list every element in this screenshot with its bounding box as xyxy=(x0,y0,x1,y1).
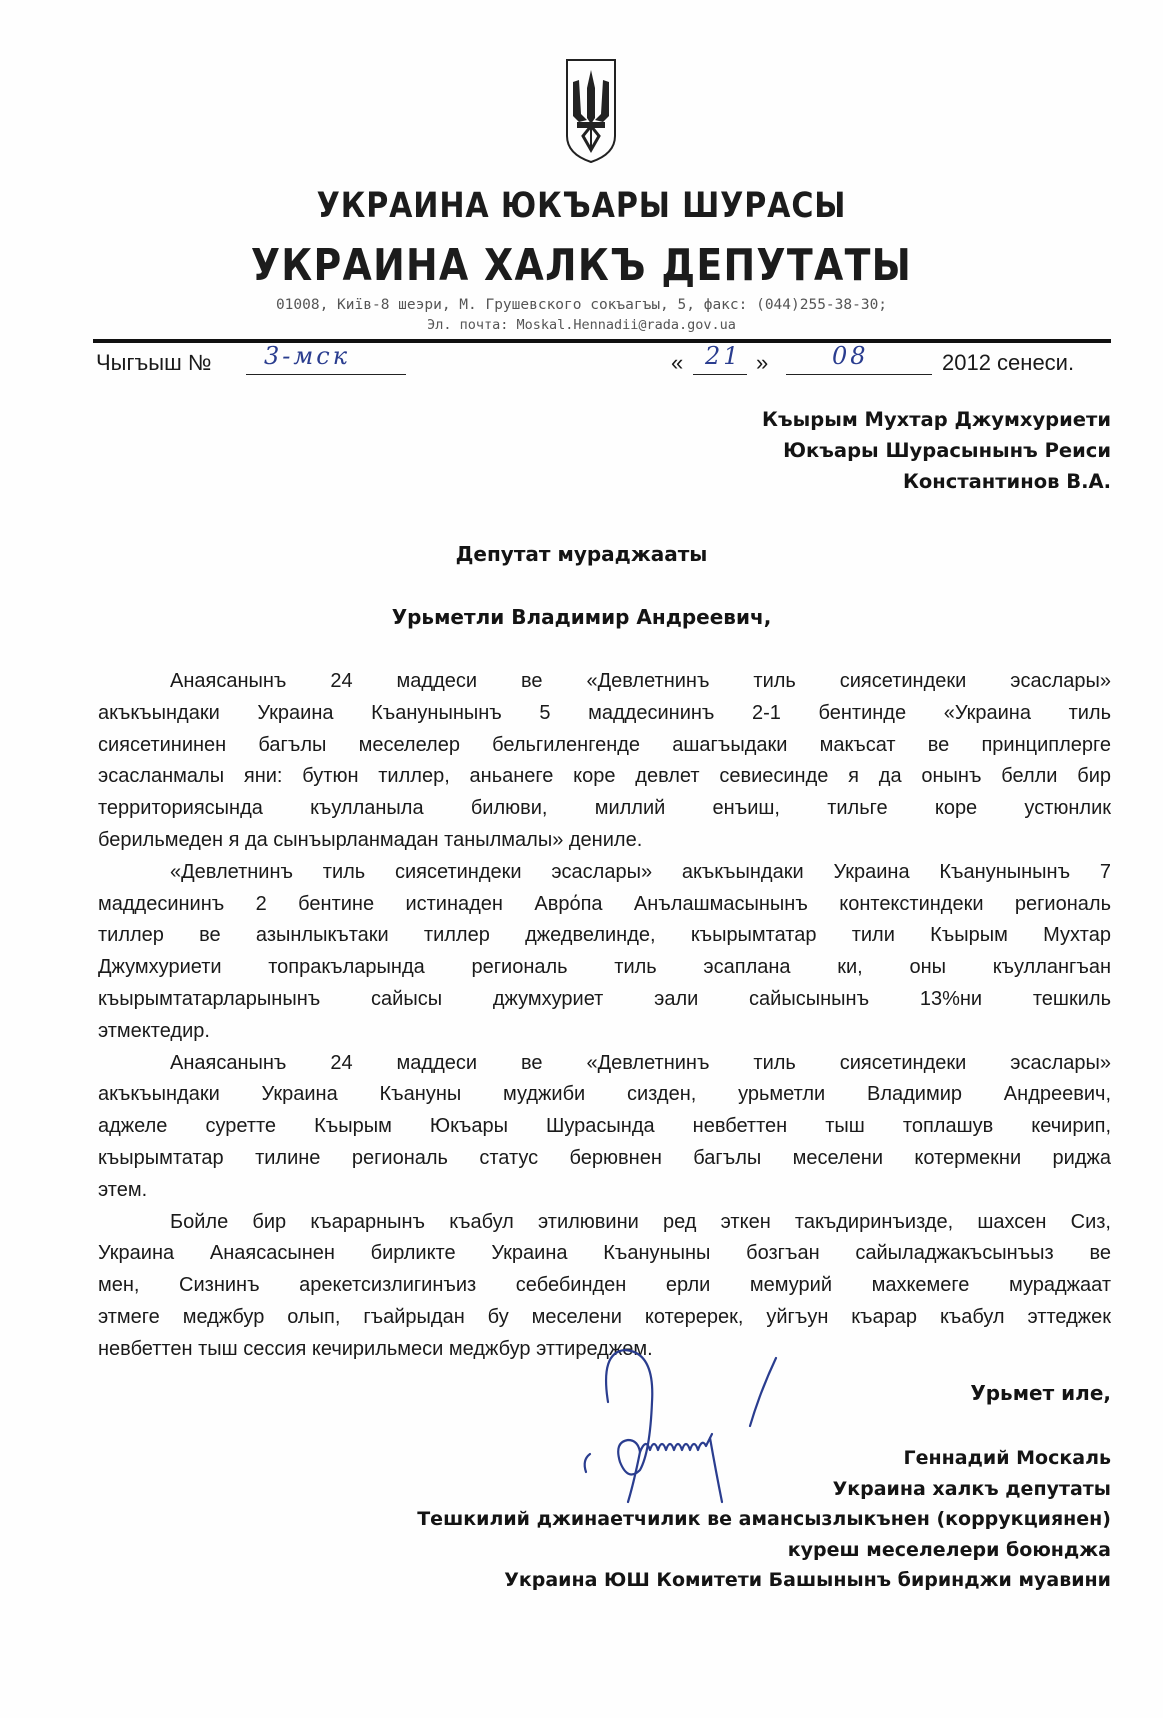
body-paragraph xyxy=(98,666,1111,857)
trident-emblem-icon xyxy=(565,58,617,164)
body-line: акъкъындаки Украина Къануны муджиби сизден, урьметли Владимир Андреевич, xyxy=(98,1083,1111,1106)
date-quote-close: » xyxy=(756,350,769,375)
addressee-line: Юкъары Шурасынынъ Реиси xyxy=(783,439,1111,462)
signer-line: Тешкилий джинаетчилик ве амансызлыкънен (коррукциянен) xyxy=(417,1508,1111,1530)
council-title: УКРАИНА ЮКЪАРЫ ШУРАСЫ xyxy=(316,186,847,226)
header-divider xyxy=(93,339,1111,343)
body-line: маддесининъ 2 бентине истинаден Аврόпа Анълашмасынынъ контекстиндеки региональ xyxy=(98,892,1111,915)
date-month-field xyxy=(786,342,932,375)
body-line: этмектедир. xyxy=(98,1019,210,1042)
body-line: тиллер ве азынлыкътаки тиллер джедвелинде, къырымтатар тили Къырым Мухтар xyxy=(98,924,1111,947)
body-line: берильмеден я да сынъырланмадан танылмалы» дениле. xyxy=(98,828,643,851)
date-year-text: 2012 сенеси. xyxy=(942,350,1075,375)
signer-line: куреш меселелери боюнджа xyxy=(787,1538,1111,1561)
salutation: Урьметли Владимир Андреевич, xyxy=(391,605,772,629)
reference-number-value: 3-мск xyxy=(264,342,351,370)
signer-block xyxy=(417,1443,1111,1596)
body-line: этем. xyxy=(98,1178,148,1201)
body-line: эсасланмалы яни: бутюн тиллер, аньанеге коре девлет севиесинде я да онынъ белли бир xyxy=(98,765,1111,788)
address-line: 01008, Киïв-8 шеэри, М. Грушевского сокъагъы, 5, факс: (044)255-38-30; xyxy=(275,297,888,313)
body-line: къырымтатар тилине региональ статус берювнен багълы меселени котермекни риджа xyxy=(98,1146,1111,1169)
document-title: Депутат мураджаaты xyxy=(455,542,708,566)
body-line: Анаясанынъ 24 маддеси ве «Девлетнинъ тиль сиясетиндеки эсаслары» xyxy=(170,670,1111,692)
body-paragraph xyxy=(98,1048,1111,1207)
date-day-value: 21 xyxy=(705,342,742,370)
date-day-field xyxy=(693,342,747,375)
body-line: сиясетининен багълы меселелер бельгиленгенде ашагъыдаки макъсат ве принциплерге xyxy=(98,733,1111,756)
signer-line: Украина ЮШ Комитети Башынынъ биринджи муавини xyxy=(504,1569,1111,1591)
body-line: Украина Анаясасынен бирликте Украина Къануныны бозгъан сайыладжакъсынъыз ве xyxy=(98,1242,1111,1265)
body-line: невбеттен тыш сессия кечирильмеси меджбур эттиреджем. xyxy=(98,1337,653,1360)
body-line: акъкъындаки Украина Къанунынынъ 5 маддесининъ 2-1 бентинде «Украина тиль xyxy=(98,701,1111,724)
body-line: Джумхуриети топракъларында региональ тиль эсаплана ки, оны къуллангъан xyxy=(98,956,1111,979)
addressee-line: Къырым Мухтар Джумхуриети xyxy=(762,408,1111,431)
email-line: Эл. почта: Moskal.Hennadii@rada.gov.ua xyxy=(427,317,736,333)
body-line: къырымтатарларынынъ сайысы джумхуриет эали сайысынынъ 13%ни тешкиль xyxy=(98,987,1111,1010)
signer-line: Украина халкъ депутаты xyxy=(832,1477,1111,1500)
body-line: аджеле суретте Къырым Юкъары Шурасында невбеттен тыш топлашув кечирип, xyxy=(98,1115,1111,1138)
body-line: «Девлетнинъ тиль сиясетиндеки эсаслары» акъкъындаки Украина Къанунынынъ 7 xyxy=(170,860,1111,883)
deputy-title: УКРАИНА ХАЛКЪ ДЕПУТАТЫ xyxy=(250,240,913,291)
body-line: Анаясанынъ 24 маддеси ве «Девлетнинъ тиль сиясетиндеки эсаслары» xyxy=(170,1051,1111,1074)
closing: Урьмет иле, xyxy=(970,1381,1111,1405)
reference-line xyxy=(96,342,1111,382)
addressee-block xyxy=(762,404,1111,497)
body-line: территориясында къулланыла билюви, миллий енъиш, тильге коре устюнлик xyxy=(98,797,1111,820)
reference-number-field xyxy=(246,342,406,375)
body-line: этмеге меджбур олып, гъайрыдан бу меселени котеререк, уйгъун къарар къабул эттеджек xyxy=(98,1305,1111,1328)
body-line: Бойле бир къарарнынъ къабул этилювини ред эткен такъдиринъизде, шахсен Сиз, xyxy=(170,1210,1111,1233)
date-quote-open: « xyxy=(671,350,684,375)
addressee-line: Константинов В.А. xyxy=(902,470,1111,493)
reference-number-label: Чыгъыш № xyxy=(96,350,212,375)
body-paragraph xyxy=(98,857,1111,1048)
letter-body xyxy=(98,666,1111,1366)
date-month-value: 08 xyxy=(832,342,869,370)
body-line: мен, Сизнинъ арекетсизлигинъиз себебинден ерли мемурий махкемеге мураджаат xyxy=(98,1274,1111,1297)
signer-name: Геннадий Москаль xyxy=(903,1447,1111,1469)
